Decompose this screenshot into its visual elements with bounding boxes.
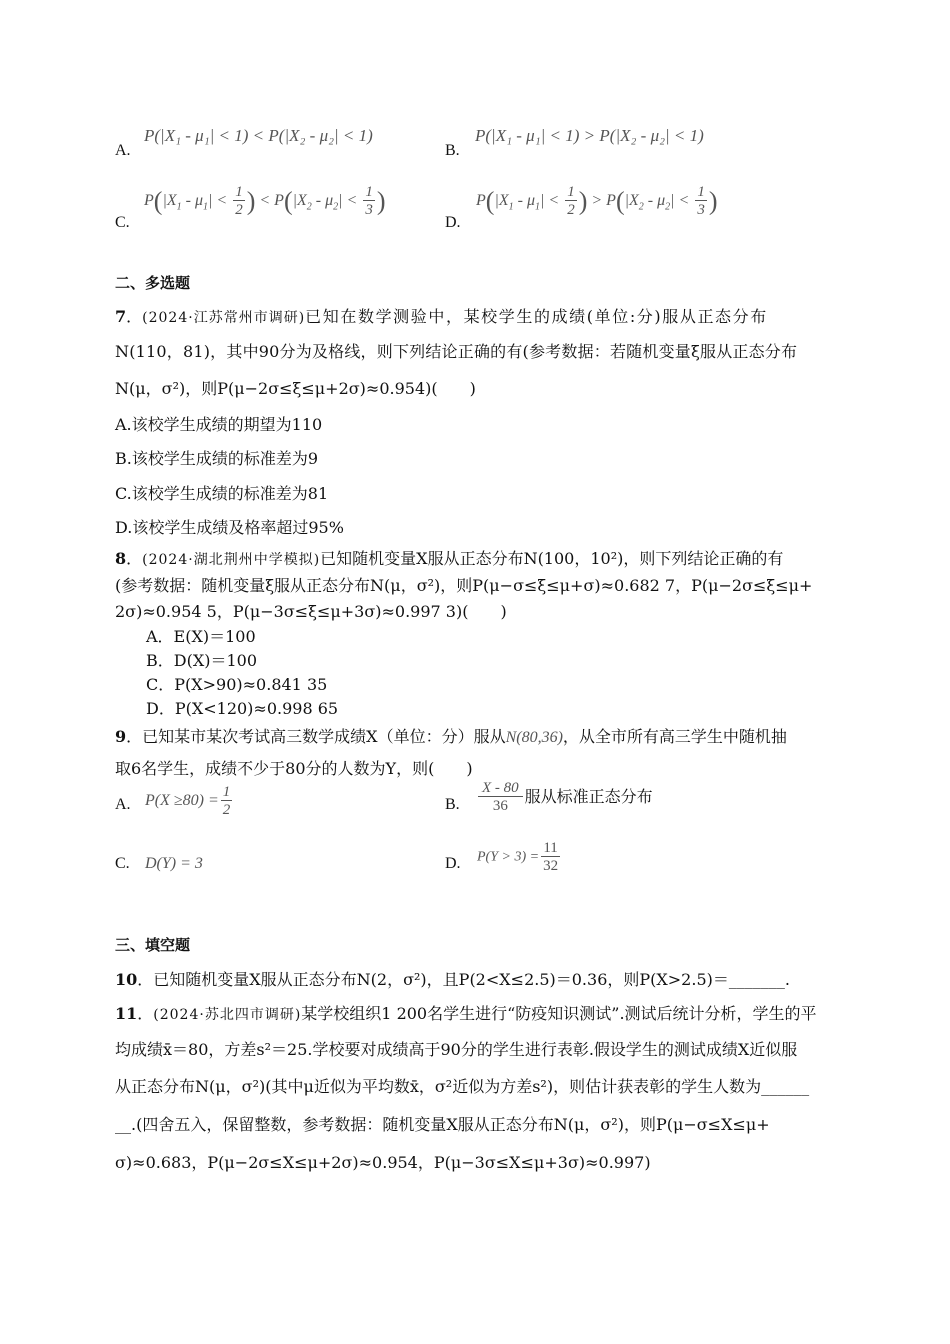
q7-line-2: N(110，81)，其中90分为及格线，则下列结论正确的有(参考数据：若随机变量ξ服从正态分布 xyxy=(115,342,798,361)
q6-option-a-label: A. xyxy=(115,142,131,159)
q8-option-d: D．P(X<120)≈0.998 65 xyxy=(146,699,339,718)
q8-line-2: (参考数据：随机变量ξ服从正态分布N(μ，σ²)，则P(μ−σ≤ξ≤μ+σ)≈0.682 7，P(μ−2σ≤ξ≤μ+ xyxy=(115,576,813,595)
q8-line-1: 8．(2024·湖北荆州中学模拟)已知随机变量X服从正态分布N(100，10²)，则下列结论正确的有 xyxy=(115,549,784,568)
q9-option-a-label: A. xyxy=(115,796,131,813)
q7-option-d: D.该校学生成绩及格率超过95% xyxy=(115,518,344,537)
q11-line-4: __.(四舍五入，保留整数，参考数据：随机变量X服从正态分布N(μ，σ²)，则P(μ−σ≤X≤μ+ xyxy=(115,1115,770,1134)
q7-line-3: N(μ，σ²)，则P(μ−2σ≤ξ≤μ+2σ)≈0.954)( ) xyxy=(115,379,476,398)
q8-line-3: 2σ)≈0.954 5，P(μ−3σ≤ξ≤μ+3σ)≈0.997 3)( ) xyxy=(115,602,507,621)
q11-number: 11 xyxy=(115,1004,138,1023)
q6-option-d-formula: $P(|X_1 - \mu_1|$ < $\frac{1}{2}$ ) > $P(|X_2 - \mu_2|$ < $\frac{1}{3}$ ) xyxy=(476,184,718,218)
q11-source: (2024·苏北四市调研) xyxy=(153,1007,302,1023)
q9-number: 9 xyxy=(115,727,127,746)
q11-line-1: 11．(2024·苏北四市调研)某学校组织1 200名学生进行“防疫知识测试”.测试后统计分析，学生的平 xyxy=(115,1004,817,1023)
q7-option-c: C.该校学生成绩的标准差为81 xyxy=(115,484,329,503)
q9-option-b-label: B. xyxy=(445,796,460,813)
q9-option-c-label: C. xyxy=(115,855,130,872)
section-2-heading: 二、多选题 xyxy=(115,274,191,292)
q9-option-c-formula: D(Y) = 3 xyxy=(145,855,203,872)
q8-option-c: C．P(X>90)≈0.841 35 xyxy=(146,675,328,694)
q7-option-a: A.该校学生成绩的期望为110 xyxy=(115,415,323,434)
q6-option-c-formula: $P(|X_1 - \mu_1|$ < $\frac{1}{2}$ ) < $P(|X_2 - \mu_2|$ < $\frac{1}{3}$ ) xyxy=(144,184,386,218)
q8-number: 8 xyxy=(115,549,127,568)
q7-line-1: 7．(2024·江苏常州市调研)已知在数学测验中，某校学生的成绩(单位:分)服从正态分布 xyxy=(115,307,768,326)
q8-source: (2024·湖北荆州中学模拟) xyxy=(142,552,321,568)
q8-option-b: B．D(X)＝100 xyxy=(146,651,258,670)
q10-line: 10．已知随机变量X服从正态分布N(2，σ²)，且P(2<X≤2.5)＝0.36，则P(X>2.5)＝_______. xyxy=(115,970,790,989)
q8-option-a: A．E(X)＝100 xyxy=(146,627,256,646)
q9-line-2: 取6名学生，成绩不少于80分的人数为Y，则( ) xyxy=(115,759,473,778)
q9-option-d-label: D. xyxy=(445,855,461,872)
q9-option-b-formula: $\frac{X - 80}{36}$ 服从标准正态分布 xyxy=(476,780,653,815)
q7-number: 7 xyxy=(115,307,127,326)
q6-option-b-label: B. xyxy=(445,142,460,159)
q11-line-2: 均成绩x̄＝80，方差s²＝25.学校要对成绩高于90分的学生进行表彰.假设学生的测试成绩X近似服 xyxy=(115,1040,798,1059)
q6-option-a-formula: P(|X₁ - μ₁| < 1) < P(|X₂ - μ₂| < 1) xyxy=(144,126,373,145)
q11-line-3: 从正态分布N(μ，σ²)(其中μ近似为平均数x̄，σ²近似为方差s²)，则估计获表彰的学生人数为______ xyxy=(115,1077,810,1096)
q7-source: (2024·江苏常州市调研) xyxy=(142,310,306,326)
q7-option-b: B.该校学生成绩的标准差为9 xyxy=(115,449,319,468)
section-3-heading: 三、填空题 xyxy=(115,936,191,954)
q10-number: 10 xyxy=(115,970,138,989)
q9-option-d-formula: P(Y > 3) = $\frac{11}{32}$ xyxy=(477,840,559,874)
q9-distribution: N(80,36) xyxy=(505,729,563,746)
q9-line-1: 9．已知某市某次考试高三数学成绩X（单位：分）服从N(80,36)，从全市所有高三学生中随机抽 xyxy=(115,727,787,746)
q6-option-c-label: C. xyxy=(115,214,130,231)
q9-option-a-formula: P(X ≥80) = $\frac{1}{2}$ xyxy=(145,784,231,818)
q11-line-5: σ)≈0.683，P(μ−2σ≤X≤μ+2σ)≈0.954，P(μ−3σ≤X≤μ+3σ)≈0.997) xyxy=(115,1153,651,1172)
q6-option-b-formula: P(|X₁ - μ₁| < 1) > P(|X₂ - μ₂| < 1) xyxy=(475,126,704,145)
q6-option-d-label: D. xyxy=(445,214,461,231)
